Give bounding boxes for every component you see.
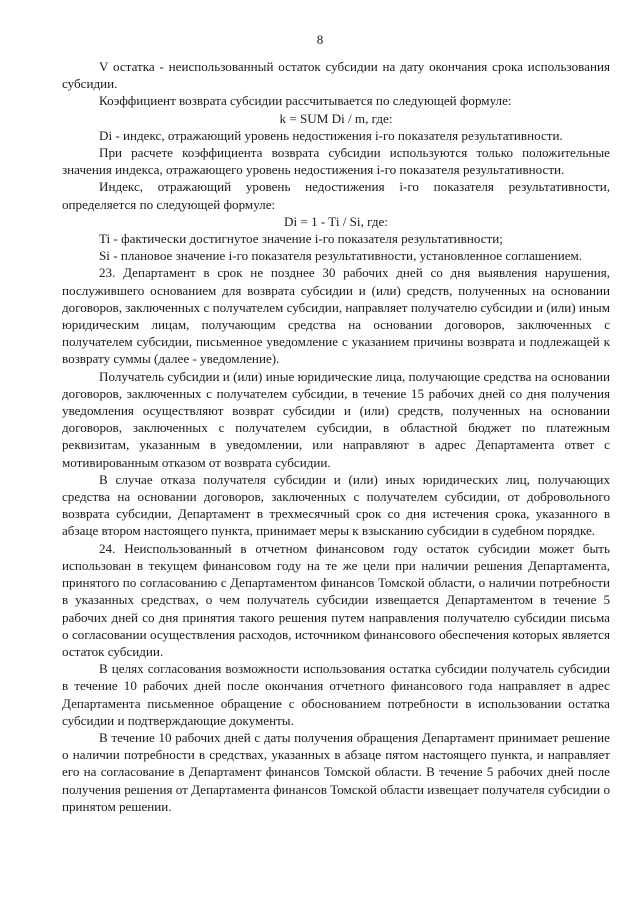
paragraph: Индекс, отражающий уровень недостижения i-го показателя результативности, определяется по следующей формуле: [62,179,610,212]
formula: k = SUM Di / m, где: [279,110,393,126]
paragraph: Получатель субсидии и (или) иные юридические лица, получающие средства на основании договоров, заключенных с получателем субсидии, в течение 15 рабочих дней со дня получения уведомления осуществляют возврат субсидии и (или) средств, полученных на основании договоров, заключенных с получателем субсидии, в областной бюджет по платежным реквизитам, указанным в уведомлении, или направляют в адрес Департамента ответ с мотивированным отказом от возврата субсидии. [62,368,610,470]
formula: Di = 1 - Ti / Si, где: [284,213,388,229]
paragraph: Ti - фактически достигнутое значение i-го показателя результативности; [99,231,503,247]
paragraph: Di - индекс, отражающий уровень недостижения i-го показателя результативности. [99,127,563,143]
paragraph: 24. Неиспользованный в отчетном финансовом году остаток субсидии может быть использован в текущем финансовом году на те же цели при наличии решения Департамента, принятого по согласованию с Департаментом финансов Томской области, о наличии потребности в указанных средствах, о чем получатель субсидии извещается Департаментом в течение 5 рабочих дней со дня принятия такого решения путем направления получателю субсидии письма о согласовании осуществления расходов, источником финансового обеспечения которых является остаток субсидии. [62,540,610,659]
paragraph: В течение 10 рабочих дней с даты получения обращения Департамент принимает решение о наличии потребности в средствах, указанных в абзаце пятом настоящего пункта, и направляет его на согласование в Департамент финансов Томской области. В течение 5 рабочих дней после получения решения от Департамента финансов Томской области извещает получателя субсидии о принятом решении. [62,729,610,814]
paragraph: V остатка - неиспользованный остаток субсидии на дату окончания срока использования субсидии. [62,59,610,92]
paragraph: В целях согласования возможности использования остатка субсидии получатель субсидии в течение 10 рабочих дней после окончания отчетного финансового года направляет в адрес Департамента письменное обращение с обоснованием потребности в использовании остатка субсидии и подтверждающие документы. [62,661,610,728]
paragraph: Si - плановое значение i-го показателя результативности, установленное соглашением. [99,248,583,264]
paragraph: В случае отказа получателя субсидии и (или) иных юридических лиц, получающих средства на основании договоров, заключенных с получателем субсидии, от добровольного возврата субсидии, Департамент в трехмесячный срок со дня истечения срока, указанного в абзаце втором настоящего пункта, принимает меры к взысканию субсидии в судебном порядке. [62,471,610,539]
paragraph: Коэффициент возврата субсидии рассчитывается по следующей формуле: [99,93,512,109]
page-number: 8 [316,32,324,47]
paragraph: При расчете коэффициента возврата субсидии используются только положительные значения индекса, отражающего уровень недостижения i-го показателя результативности. [62,145,610,178]
paragraph: 23. Департамент в срок не позднее 30 рабочих дней со дня выявления нарушения, послужившего основанием для возврата субсидии и (или) средств, полученных на основании договоров, заключенных с получателем субсидии, направляет получателю субсидии и (или) иным юридическим лицам, получающим средства на основании договоров, заключенных с получателем субсидии, письменное уведомление с указанием причины возврата и подлежащей к возврату суммы (далее - уведомление). [62,265,610,367]
document-body [62,58,610,815]
